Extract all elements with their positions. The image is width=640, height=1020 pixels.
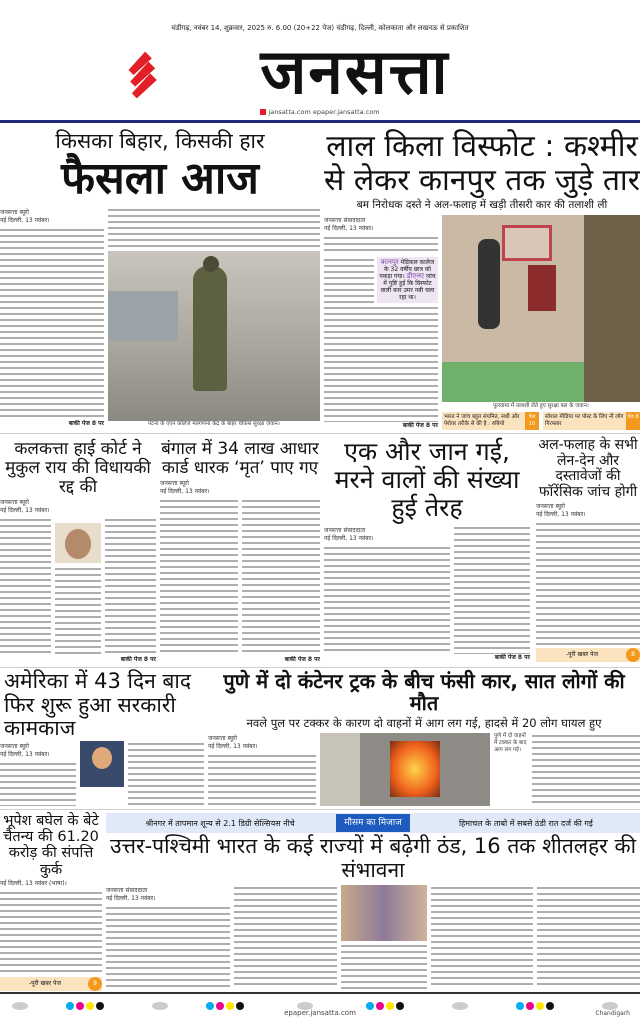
weather-photo	[341, 885, 427, 941]
redfort-body-2	[324, 257, 374, 303]
mukul-headline[interactable]: कलकत्ता हाई कोर्ट ने मुकुल राय की विधायकी रद्द की	[5, 439, 151, 498]
bihar-photo	[108, 251, 320, 421]
weather-left: श्रीनगर में तापमान शून्य से 2.1 डिग्री सेल्सियस नीचे	[145, 818, 295, 828]
pune-side-caption: पुणे में दो वाहनों में टक्कर के बाद आग लग गई।	[494, 732, 527, 753]
pune-body-2	[532, 733, 640, 806]
alfalah-body	[536, 521, 640, 646]
dateline: चंडीगढ़, नवंबर 14, शुक्रवार, 2025 रु. 6.00 (20+22 पेज) चंडीगढ़, दिल्ली, कोलकाता और लखनऊ से प्रकाशित	[171, 24, 469, 32]
jansatta-icon	[260, 109, 266, 115]
us-body-2	[128, 741, 204, 806]
website-links[interactable]	[0, 108, 640, 116]
toll-byline: जनसत्ता संवाददाता नई दिल्ली, 13 नवंबर।	[324, 527, 374, 542]
weather-story	[106, 813, 640, 989]
bihar-byline: जनसत्ता ब्यूरो नई दिल्ली, 13 नवंबर।	[0, 208, 50, 224]
toll-headline[interactable]: एक और जान गई, मरने वालों की संख्या हुई तेरह	[334, 437, 520, 522]
teaser-rubio[interactable]: भारत ने जांच बहुत संयमित, सधी और पेशेवर तरीके से की है : रुबियो पेज 10	[442, 412, 539, 430]
url-text[interactable]: jansatta.com epaper.jansatta.com	[268, 108, 380, 116]
footer-edition: Chandigarh	[595, 1010, 630, 1017]
pune-body-1	[208, 753, 316, 806]
baghel-story	[0, 813, 102, 991]
aadhaar-body-1	[160, 498, 238, 656]
toll-story	[324, 438, 530, 662]
alfalah-headline[interactable]: अल-फलाह के सभी लेन-देन और दस्तावेजों की फॉरेंसिक जांच होगी	[538, 437, 638, 501]
mukul-roy-photo	[55, 523, 101, 563]
baghel-headline[interactable]: भूपेश बघेल के बेटे चैतन्य की 61.20 करोड़ की संपत्ति कुर्क	[3, 813, 99, 878]
bihar-continued[interactable]: बाकी पेज 8 पर	[68, 420, 104, 427]
mukul-body-photo	[55, 566, 101, 656]
redfort-headline-2[interactable]: से लेकर कानपुर तक जुड़े तार	[324, 162, 640, 198]
logo: जनसत्ता	[260, 35, 450, 108]
toll-continued[interactable]: बाकी पेज 8 पर	[494, 654, 530, 661]
pune-fire-photo	[320, 733, 490, 806]
weather-body-3	[341, 943, 427, 989]
redfort-body-3	[324, 305, 438, 422]
mukul-body-2	[105, 517, 156, 656]
baghel-more[interactable]: -पूरी खबर पेज 9	[0, 977, 102, 991]
us-headline[interactable]: अमेरिका में 43 दिन बाद फिर शुरू हुआ सरकारी कामकाज	[4, 669, 192, 741]
registration-marks	[0, 996, 640, 1006]
weather-label: मौसम का मिजाज	[336, 814, 410, 832]
trump-photo	[80, 741, 124, 787]
redfort-subhead: बम निरोधक दस्ते ने अल-फलाह में खड़ी तीसरी कार की तलाशी ली	[356, 199, 608, 212]
page-badge: 9	[88, 977, 102, 991]
aadhaar-continued[interactable]: बाकी पेज 8 पर	[284, 656, 320, 663]
redfort-photo	[442, 215, 640, 402]
alfalah-story	[536, 438, 640, 662]
weather-body-5	[537, 885, 640, 989]
pune-headline[interactable]: पुणे में दो कंटेनर ट्रक के बीच फंसी कार, सात लोगों की मौत	[223, 669, 625, 716]
redfort-pullquote: कानपुर मेडिकल कालेज के 32 वर्षीय छात्र को पकड़ा गया। डीएनए जांच में पुष्टि हुई कि विस्फोट वाली कार उमर नबी चला रहा था।	[377, 257, 438, 303]
page-badge: पेज 10	[525, 412, 539, 430]
page-badge: 8	[626, 648, 640, 662]
us-byline: जनसत्ता ब्यूरो नई दिल्ली, 13 नवंबर।	[0, 742, 50, 758]
aadhaar-story	[160, 440, 320, 664]
weather-band	[106, 813, 640, 833]
toll-body-2	[454, 525, 530, 654]
teaser-social-media[interactable]: सोशल मीडिया पर पोस्ट के लिए नौ लोग गिरफ्तार पेज 8	[543, 412, 640, 430]
divider	[0, 667, 640, 668]
alfalah-more[interactable]: -पूरी खबर पेज 8	[536, 648, 640, 662]
bihar-story	[0, 130, 320, 428]
weather-byline: जनसत्ता संवाददाता नई दिल्ली, 13 नवंबर।	[106, 887, 156, 903]
mukul-byline: जनसत्ता ब्यूरो नई दिल्ली, 13 नवंबर।	[0, 499, 50, 515]
aadhaar-headline[interactable]: बंगाल में 34 लाख आधार कार्ड धारक ‘मृत’ पाए गए	[161, 439, 319, 479]
redfort-continued[interactable]: बाकी पेज 8 पर	[402, 422, 438, 429]
bihar-headline[interactable]: फैसला आज	[61, 152, 259, 204]
baghel-body	[0, 890, 102, 975]
mukul-body-1	[0, 517, 51, 656]
redfort-story	[324, 130, 640, 430]
aadhaar-byline: जनसत्ता ब्यूरो नई दिल्ली, 13 नवंबर।	[160, 480, 210, 496]
divider	[0, 809, 640, 810]
weather-body-4	[431, 885, 534, 989]
mukul-story	[0, 440, 156, 664]
footer-url[interactable]: epaper.jansatta.com	[284, 1009, 356, 1017]
mukul-continued[interactable]: बाकी पेज 8 पर	[120, 656, 156, 663]
divider	[0, 433, 640, 434]
redfort-byline: जनसत्ता संवाददाता नई दिल्ली, 13 नवंबर।	[324, 216, 374, 232]
aadhaar-body-2	[242, 498, 320, 656]
weather-body-1	[106, 905, 230, 989]
weather-headline[interactable]: उत्तर-पश्चिमी भारत के कई राज्यों में बढ़ेगी ठंड, 16 तक शीतलहर की संभावना	[109, 834, 637, 882]
footer-rule	[0, 992, 640, 994]
weather-right: हिमाचल के ताबो में सबसे ठंडी रात दर्ज की गई	[458, 818, 593, 828]
pune-story	[208, 670, 640, 806]
toll-body-1	[324, 545, 450, 654]
pune-byline: जनसत्ता ब्यूरो नई दिल्ली, 13 नवंबर।	[208, 734, 258, 750]
pune-subhead: नवले पुल पर टक्कर के कारण दो वाहनों में आग लग गई, हादसे में 20 लोग घायल हुए	[246, 715, 602, 730]
redfort-headline-1[interactable]: लाल किला विस्फोट : कश्मीर	[326, 129, 638, 164]
us-story	[0, 670, 204, 806]
alfalah-byline: जनसत्ता ब्यूरो नई दिल्ली, 13 नवंबर।	[536, 502, 586, 518]
masthead-rule	[0, 120, 640, 123]
redfort-body-1	[324, 235, 438, 255]
us-body-1	[0, 761, 76, 806]
baghel-dateline: नई दिल्ली, 13 नवंबर (भाषा)।	[0, 879, 67, 887]
bihar-body-1	[0, 227, 104, 420]
page-badge: पेज 8	[626, 412, 640, 430]
bihar-kicker: किसका बिहार, किसकी हार	[55, 129, 265, 153]
bihar-caption: पटना के एएन कॉलेज मतगणना केंद्र के बाहर चौकस सुरक्षा जवान।	[148, 421, 280, 427]
bihar-body-2	[108, 207, 320, 247]
weather-body-2	[234, 885, 337, 989]
redfort-caption: पुलवामा में तलाशी लेते हुए सुरक्षा बल के जवान।	[493, 403, 589, 409]
